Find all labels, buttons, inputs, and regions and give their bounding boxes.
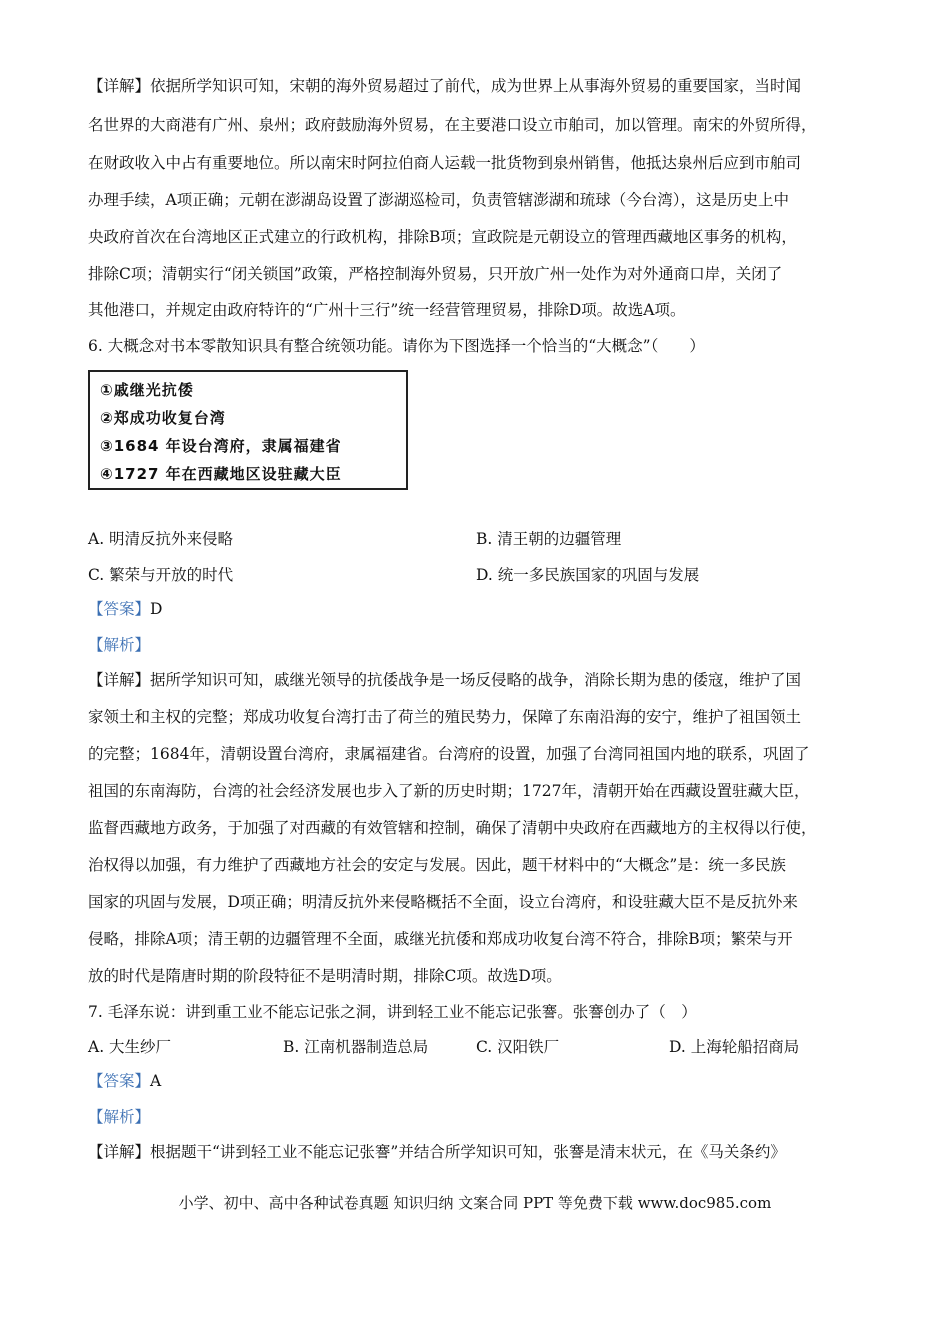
q6-explain-line: 治权得以加强，有力维护了西藏地方社会的安定与发展。因此，题干材料中的“大概念”是：统一多民族 [88, 856, 786, 874]
q6-explain-line: 国家的巩固与发展，D项正确；明清反抗外来侵略概括不全面，设立台湾府，和设驻藏大臣不是反抗外来 [88, 893, 798, 911]
q6-option-b: B. 清王朝的边疆管理 [476, 530, 622, 548]
q6-explain-line: 监督西藏地方政务，于加强了对西藏的有效管辖和控制，确保了清朝中央政府在西藏地方的主权得以行使， [88, 819, 817, 837]
q6-analysis-label: 【解析】 [88, 636, 151, 654]
answer-value: A [150, 1072, 162, 1090]
q5-explain-line: 【详解】依据所学知识可知，宋朝的海外贸易超过了前代，成为世界上从事海外贸易的重要国家，当时闻 [88, 77, 802, 95]
q7-option-d: D. 上海轮船招商局 [669, 1038, 800, 1056]
q6-answer [88, 599, 162, 619]
q7-answer [88, 1071, 161, 1091]
q5-explain-line: 在财政收入中占有重要地位。所以南宋时阿拉伯商人运载一批货物到泉州销售，他抵达泉州后应到市舶司 [88, 154, 802, 172]
q6-box-item: ②郑成功收复台湾 [100, 409, 226, 427]
q6-box-item: ③1684 年设台湾府，隶属福建省 [100, 437, 342, 455]
q6-explain-line: 祖国的东南海防，台湾的社会经济发展也步入了新的历史时期；1727年，清朝开始在西藏设置驻藏大臣， [88, 782, 810, 800]
q7-option-b: B. 江南机器制造总局 [283, 1038, 429, 1056]
answer-value: D [150, 600, 163, 618]
q6-box-item: ④1727 年在西藏地区设驻藏大臣 [100, 465, 342, 483]
q7-question: 7. 毛泽东说：讲到重工业不能忘记张之洞，讲到轻工业不能忘记张謇。张謇创办了（ ） [88, 1003, 697, 1021]
q6-material-box [88, 370, 408, 490]
q7-option-a: A. 大生纱厂 [88, 1038, 172, 1056]
q6-option-d: D. 统一多民族国家的巩固与发展 [476, 566, 700, 584]
q5-explain-line: 央政府首次在台湾地区正式建立的行政机构，排除B项；宣政院是元朝设立的管理西藏地区事务的机构， [88, 228, 797, 246]
q6-explain-line: 家领土和主权的完整；郑成功收复台湾打击了荷兰的殖民势力，保障了东南沿海的安宁，维护了祖国领土 [88, 708, 802, 726]
q5-explain-line: 其他港口，并规定由政府特许的“广州十三行”统一经营管理贸易，排除D项。故选A项。 [88, 301, 686, 319]
q7-option-c: C. 汉阳铁厂 [476, 1038, 560, 1056]
q5-explain-line: 排除C项；清朝实行“闭关锁国”政策，严格控制海外贸易，只开放广州一处作为对外通商口岸，关闭了 [88, 265, 783, 283]
q5-explain-line: 名世界的大商港有广州、泉州；政府鼓励海外贸易，在主要港口设立市舶司，加以管理。南宋的外贸所得， [88, 116, 817, 134]
page-footer: 小学、初中、高中各种试卷真题 知识归纳 文案合同 PPT 等免费下载 www.doc985.com [178, 1194, 772, 1212]
q7-explain-line: 【详解】根据题干“讲到轻工业不能忘记张謇”并结合所学知识可知，张謇是清末状元，在《马关条约》 [88, 1143, 786, 1161]
q6-box-item: ①戚继光抗倭 [100, 381, 194, 399]
q6-explain-line: 【详解】据所学知识可知，戚继光领导的抗倭战争是一场反侵略的战争，消除长期为患的倭寇，维护了国 [88, 671, 802, 689]
q6-explain-line: 的完整；1684年，清朝设置台湾府，隶属福建省。台湾府的设置，加强了台湾同祖国内地的联系，巩固了 [88, 745, 810, 763]
q6-explain-line: 放的时代是隋唐时期的阶段特征不是明清时期，排除C项。故选D项。 [88, 967, 562, 985]
q7-analysis-label: 【解析】 [88, 1108, 151, 1126]
q6-option-a: A. 明清反抗外来侵略 [88, 530, 234, 548]
q6-explain-line: 侵略，排除A项；清王朝的边疆管理不全面，戚继光抗倭和郑成功收复台湾不符合，排除B项；繁荣与开 [88, 930, 793, 948]
q6-question: 6. 大概念对书本零散知识具有整合统领功能。请你为下图选择一个恰当的“大概念”（ ） [88, 337, 705, 355]
q6-option-c: C. 繁荣与开放的时代 [88, 566, 234, 584]
answer-label: 【答案】 [88, 1072, 151, 1090]
q5-explain-line: 办理手续，A项正确；元朝在澎湖岛设置了澎湖巡检司，负责管辖澎湖和琉球（今台湾），这是历史上中 [88, 191, 789, 209]
answer-label: 【答案】 [88, 600, 151, 618]
